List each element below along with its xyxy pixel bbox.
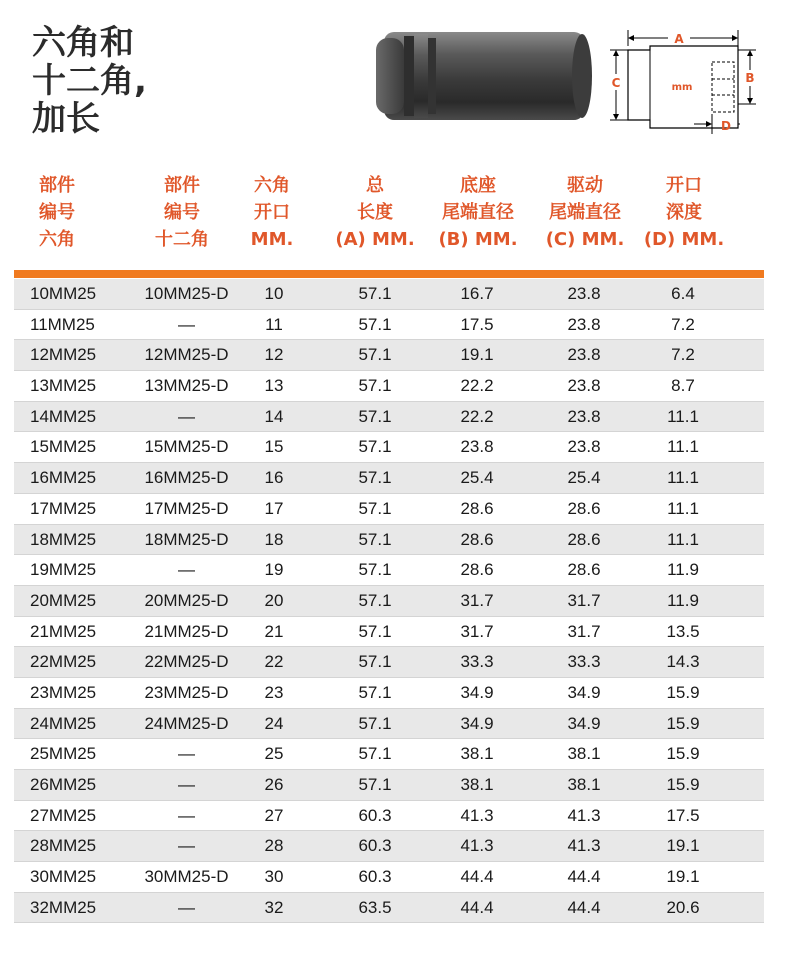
- cell-depth-d: 15.9: [666, 682, 700, 702]
- cell-length-a: 57.1: [358, 376, 392, 396]
- cell-drive-dia-c: 38.1: [567, 775, 601, 794]
- cell-part-hex: 28MM25: [30, 836, 97, 856]
- cell-length-a: 57.1: [358, 314, 392, 334]
- table-row: [14, 494, 764, 525]
- cell-drive-dia-c: 25.4: [567, 468, 601, 488]
- cell-drive-dia-c: 28.6: [567, 498, 601, 518]
- cell-part-hex: 11MM25: [30, 314, 95, 334]
- cell-depth-d: 15.9: [666, 713, 700, 733]
- cell-part-12pt: 17MM25-D: [144, 498, 229, 518]
- title-line-2: 十二角,: [32, 61, 147, 101]
- cell-drive-dia-c: 28.6: [567, 560, 601, 580]
- cell-hex-size: 21: [264, 621, 284, 641]
- header-part-number-12pt: [144, 172, 220, 253]
- cell-hex-size: 19: [264, 560, 284, 580]
- table-row: [14, 893, 764, 924]
- title-line-1: 六角和: [32, 23, 134, 63]
- header-divider: [14, 270, 764, 278]
- cell-drive-dia-c: 34.9: [567, 682, 601, 702]
- header-line: 编号: [39, 202, 75, 223]
- table-row: [14, 432, 764, 463]
- cell-hex-size: 20: [264, 590, 284, 610]
- cell-hex-size: 16: [264, 468, 284, 488]
- header-line: (B) MM.: [438, 229, 518, 250]
- spec-table: [14, 279, 764, 923]
- cell-length-a: 57.1: [358, 682, 392, 702]
- cell-part-12pt: —: [178, 836, 195, 856]
- header-line: MM.: [250, 229, 294, 250]
- cell-depth-d: 7.2: [671, 345, 695, 365]
- cell-part-hex: 16MM25: [30, 468, 97, 488]
- cell-part-hex: 15MM25: [30, 437, 97, 457]
- cell-hex-size: 18: [264, 529, 284, 549]
- cell-part-12pt: 22MM25-D: [144, 652, 229, 672]
- cell-part-12pt: 23MM25-D: [144, 682, 229, 702]
- cell-base-dia-b: 25.4: [460, 468, 494, 488]
- table-row: [14, 770, 764, 801]
- cell-depth-d: 11.1: [667, 529, 699, 549]
- socket-product-image: [374, 26, 592, 124]
- cell-length-a: 57.1: [358, 345, 392, 365]
- cell-part-12pt: —: [178, 897, 195, 917]
- cell-part-hex: 14MM25: [30, 406, 97, 426]
- cell-depth-d: 11.9: [667, 560, 699, 580]
- cell-base-dia-b: 17.5: [460, 314, 494, 334]
- cell-length-a: 60.3: [358, 867, 392, 887]
- cell-drive-dia-c: 44.4: [567, 867, 601, 887]
- cell-part-hex: 21MM25: [30, 621, 97, 641]
- cell-base-dia-b: 44.4: [460, 897, 494, 917]
- cell-length-a: 57.1: [358, 652, 392, 672]
- dim-label-b: B: [745, 71, 755, 85]
- cell-base-dia-b: 31.7: [460, 590, 494, 610]
- cell-drive-dia-c: 41.3: [567, 836, 601, 856]
- cell-length-a: 57.1: [358, 713, 392, 733]
- cell-length-a: 57.1: [358, 529, 392, 549]
- cell-depth-d: 11.1: [667, 468, 699, 488]
- cell-drive-dia-c: 38.1: [567, 744, 601, 764]
- cell-depth-d: 11.1: [667, 437, 699, 457]
- cell-base-dia-b: 28.6: [460, 498, 494, 518]
- header-line: 尾端直径: [442, 202, 514, 223]
- header-line: 部件: [39, 175, 75, 196]
- cell-part-hex: 23MM25: [30, 682, 97, 702]
- cell-part-12pt: 20MM25-D: [144, 590, 229, 610]
- cell-part-12pt: 30MM25-D: [144, 867, 229, 887]
- cell-drive-dia-c: 23.8: [567, 314, 601, 334]
- cell-depth-d: 11.1: [667, 406, 699, 426]
- table-row: [14, 709, 764, 740]
- cell-depth-d: 11.9: [667, 590, 699, 610]
- cell-hex-size: 24: [264, 713, 284, 733]
- cell-base-dia-b: 28.6: [460, 560, 494, 580]
- cell-part-12pt: —: [178, 314, 195, 334]
- table-row: [14, 340, 764, 371]
- dim-label-d: D: [721, 119, 731, 133]
- header-line: 深度: [666, 202, 702, 223]
- cell-length-a: 57.1: [358, 590, 392, 610]
- cell-part-hex: 32MM25: [30, 897, 97, 917]
- dimension-diagram: [598, 24, 768, 136]
- table-row: [14, 310, 764, 341]
- header-line: (A) MM.: [335, 229, 415, 250]
- cell-part-12pt: —: [178, 744, 195, 764]
- cell-length-a: 60.3: [358, 836, 392, 856]
- header-opening-depth: [638, 172, 730, 253]
- cell-part-12pt: —: [178, 406, 195, 426]
- header-line: 底座: [460, 175, 496, 196]
- cell-base-dia-b: 19.1: [460, 345, 494, 365]
- cell-base-dia-b: 22.2: [460, 406, 494, 426]
- cell-depth-d: 14.3: [666, 652, 700, 672]
- cell-hex-size: 11: [265, 314, 283, 334]
- cell-hex-size: 22: [264, 652, 284, 672]
- dim-label-c: C: [611, 76, 621, 90]
- cell-depth-d: 11.1: [667, 498, 699, 518]
- table-row: [14, 678, 764, 709]
- cell-drive-dia-c: 23.8: [567, 406, 601, 426]
- header-drive-diameter: [538, 172, 632, 253]
- cell-length-a: 57.1: [358, 498, 392, 518]
- cell-hex-size: 30: [264, 867, 284, 887]
- cell-base-dia-b: 38.1: [460, 775, 494, 794]
- cell-part-hex: 24MM25: [30, 713, 97, 733]
- cell-part-12pt: 15MM25-D: [144, 437, 229, 457]
- header-base-diameter: [432, 172, 524, 253]
- cell-part-12pt: —: [178, 560, 195, 580]
- header-line: (C) MM.: [545, 229, 625, 250]
- cell-base-dia-b: 31.7: [460, 621, 494, 641]
- table-row: [14, 555, 764, 586]
- cell-hex-size: 27: [264, 805, 284, 825]
- cell-hex-size: 14: [264, 406, 284, 426]
- cell-hex-size: 12: [264, 345, 284, 365]
- cell-depth-d: 7.2: [671, 314, 695, 334]
- header-overall-length: [330, 172, 420, 253]
- cell-part-hex: 26MM25: [30, 775, 97, 794]
- cell-part-12pt: 21MM25-D: [144, 621, 229, 641]
- header-line: 长度: [357, 202, 393, 223]
- cell-base-dia-b: 44.4: [460, 867, 494, 887]
- cell-drive-dia-c: 23.8: [567, 437, 601, 457]
- header-line: 编号: [164, 202, 200, 223]
- header-line: 开口: [666, 175, 702, 196]
- cell-part-hex: 17MM25: [30, 498, 97, 518]
- cell-part-12pt: 18MM25-D: [144, 529, 229, 549]
- cell-part-hex: 18MM25: [30, 529, 97, 549]
- cell-length-a: 57.1: [358, 621, 392, 641]
- cell-part-12pt: 13MM25-D: [144, 376, 229, 396]
- cell-part-hex: 22MM25: [30, 652, 97, 672]
- table-row: [14, 371, 764, 402]
- header-line: 六角: [39, 229, 75, 250]
- cell-base-dia-b: 16.7: [460, 284, 494, 303]
- cell-hex-size: 23: [264, 682, 284, 702]
- cell-drive-dia-c: 23.8: [567, 345, 601, 365]
- header-line: (D) MM.: [643, 229, 725, 250]
- cell-depth-d: 19.1: [666, 867, 700, 887]
- cell-base-dia-b: 28.6: [460, 529, 494, 549]
- cell-hex-size: 26: [264, 775, 284, 794]
- cell-base-dia-b: 38.1: [460, 744, 494, 764]
- cell-base-dia-b: 41.3: [460, 805, 494, 825]
- page-title: [32, 24, 147, 138]
- cell-part-12pt: —: [178, 775, 195, 794]
- cell-base-dia-b: 34.9: [460, 682, 494, 702]
- cell-base-dia-b: 23.8: [460, 437, 494, 457]
- cell-drive-dia-c: 23.8: [567, 284, 601, 303]
- cell-drive-dia-c: 31.7: [567, 621, 601, 641]
- cell-depth-d: 13.5: [666, 621, 700, 641]
- table-row: [14, 739, 764, 770]
- cell-depth-d: 15.9: [666, 744, 700, 764]
- cell-drive-dia-c: 34.9: [567, 713, 601, 733]
- cell-part-hex: 27MM25: [30, 805, 97, 825]
- table-row: [14, 617, 764, 648]
- cell-depth-d: 20.6: [666, 897, 700, 917]
- dim-label-mm: mm: [671, 82, 693, 93]
- cell-hex-size: 13: [264, 376, 284, 396]
- cell-hex-size: 15: [264, 437, 284, 457]
- header-line: 开口: [254, 202, 290, 223]
- header-hex-opening: [240, 172, 304, 253]
- cell-part-hex: 25MM25: [30, 744, 97, 764]
- header-line: 驱动: [567, 175, 603, 196]
- header-line: 尾端直径: [549, 202, 621, 223]
- cell-hex-size: 25: [264, 744, 284, 764]
- table-header: [14, 172, 764, 264]
- cell-depth-d: 19.1: [666, 836, 700, 856]
- table-row: [14, 525, 764, 556]
- cell-drive-dia-c: 44.4: [567, 897, 601, 917]
- cell-length-a: 57.1: [358, 560, 392, 580]
- cell-depth-d: 6.4: [671, 284, 695, 303]
- header-line: 总: [366, 175, 384, 196]
- cell-length-a: 57.1: [358, 775, 392, 794]
- cell-part-hex: 20MM25: [30, 590, 97, 610]
- cell-length-a: 57.1: [358, 468, 392, 488]
- table-row: [14, 801, 764, 832]
- cell-part-12pt: 10MM25-D: [144, 284, 229, 303]
- cell-drive-dia-c: 31.7: [567, 590, 601, 610]
- cell-drive-dia-c: 41.3: [567, 805, 601, 825]
- cell-length-a: 60.3: [358, 805, 392, 825]
- table-row: [14, 463, 764, 494]
- cell-hex-size: 32: [264, 897, 284, 917]
- cell-part-hex: 30MM25: [30, 867, 97, 887]
- cell-part-12pt: 24MM25-D: [144, 713, 229, 733]
- cell-part-hex: 12MM25: [30, 345, 97, 365]
- cell-drive-dia-c: 28.6: [567, 529, 601, 549]
- cell-part-hex: 13MM25: [30, 376, 97, 396]
- cell-base-dia-b: 33.3: [460, 652, 494, 672]
- cell-base-dia-b: 34.9: [460, 713, 494, 733]
- cell-base-dia-b: 41.3: [460, 836, 494, 856]
- cell-drive-dia-c: 23.8: [567, 376, 601, 396]
- cell-depth-d: 17.5: [666, 805, 700, 825]
- title-line-3: 加长: [32, 99, 100, 139]
- cell-length-a: 57.1: [358, 406, 392, 426]
- header-line: 部件: [164, 175, 200, 196]
- header-line: 六角: [254, 175, 290, 196]
- header-part-number-hex: [14, 172, 100, 253]
- cell-hex-size: 17: [264, 498, 284, 518]
- table-row: [14, 831, 764, 862]
- table-row: [14, 586, 764, 617]
- cell-part-12pt: 12MM25-D: [144, 345, 229, 365]
- table-row: [14, 279, 764, 310]
- cell-part-12pt: —: [178, 805, 195, 825]
- cell-depth-d: 8.7: [671, 376, 695, 396]
- table-row: [14, 402, 764, 433]
- cell-length-a: 57.1: [358, 284, 392, 303]
- cell-length-a: 57.1: [358, 437, 392, 457]
- cell-depth-d: 15.9: [666, 775, 700, 794]
- cell-drive-dia-c: 33.3: [567, 652, 601, 672]
- cell-length-a: 63.5: [358, 897, 392, 917]
- table-row: [14, 862, 764, 893]
- cell-part-12pt: 16MM25-D: [144, 468, 229, 488]
- dim-label-a: A: [674, 32, 684, 46]
- cell-hex-size: 10: [264, 284, 284, 303]
- cell-part-hex: 19MM25: [30, 560, 97, 580]
- cell-length-a: 57.1: [358, 744, 392, 764]
- cell-base-dia-b: 22.2: [460, 376, 494, 396]
- header-line: 十二角: [155, 229, 209, 250]
- cell-hex-size: 28: [264, 836, 284, 856]
- table-row: [14, 647, 764, 678]
- cell-part-hex: 10MM25: [30, 284, 97, 303]
